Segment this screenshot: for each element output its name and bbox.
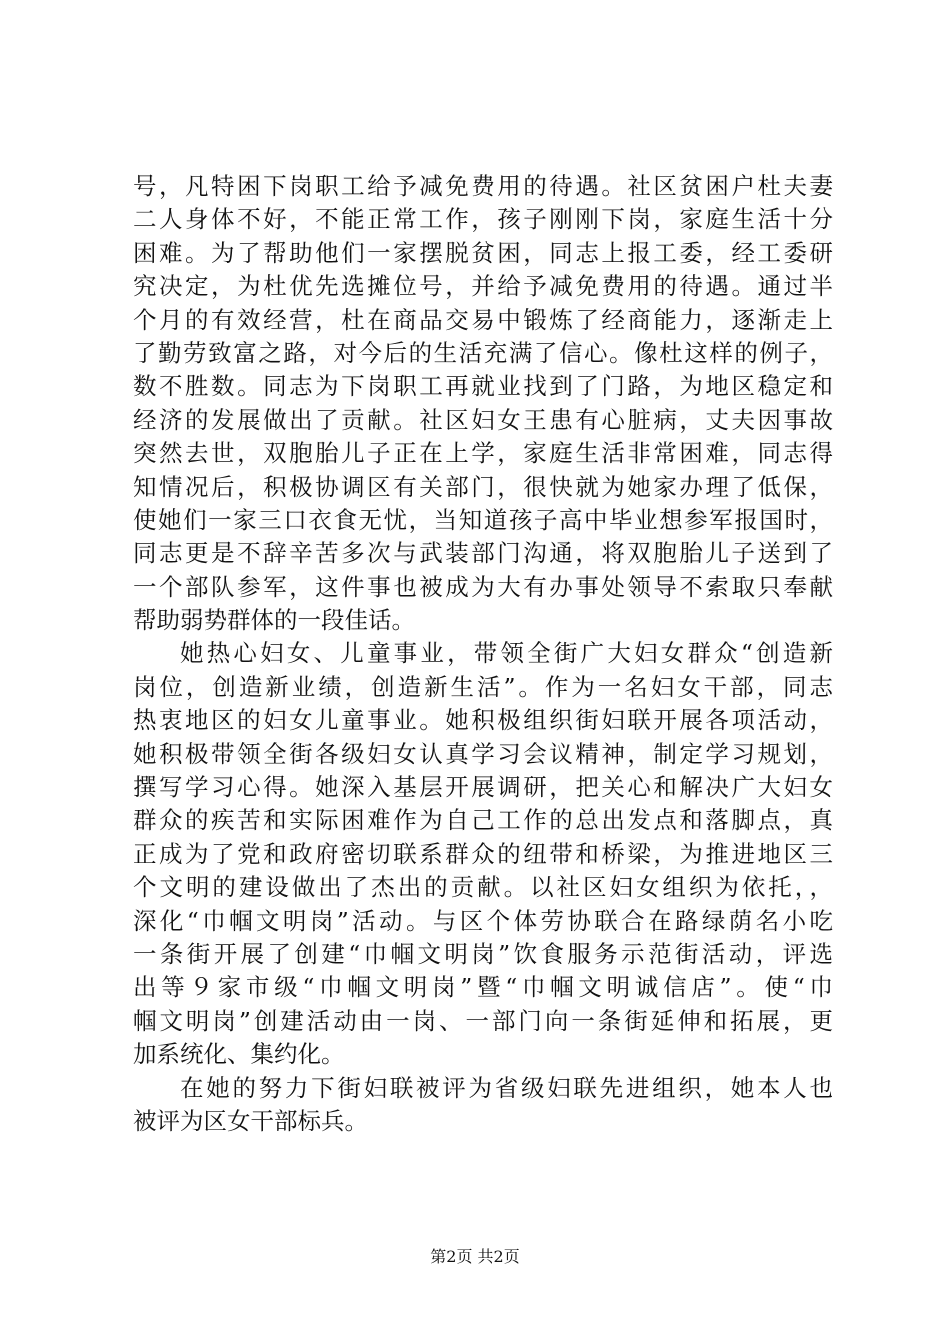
text-line: 正成为了党和政府密切联系群众的纽带和桥梁，为推进地区三: [133, 839, 833, 868]
text-line: 一条街开展了创建“巾帼文明岗”饮食服务示范街活动，评选: [133, 939, 833, 968]
text-line: 岗位，创造新业绩，创造新生活”。作为一名妇女干部，同志: [133, 672, 833, 701]
text-line: 撰写学习心得。她深入基层开展调研，把关心和解决广大妇女: [133, 773, 833, 802]
text-line: 一个部队参军，这件事也被成为大有办事处领导不索取只奉献: [133, 572, 833, 601]
text-line: 突然去世，双胞胎儿子正在上学，家庭生活非常困难，同志得: [133, 439, 833, 468]
paragraph-first-line: 在她的努力下街妇联被评为省级妇联先进组织，她本人也: [180, 1073, 833, 1102]
text-line: 知情况后，积极协调区有关部门，很快就为她家办理了低保，: [133, 472, 833, 501]
text-line: 数不胜数。同志为下岗职工再就业找到了门路，为地区稳定和: [133, 372, 833, 401]
text-line: 深化“巾帼文明岗”活动。与区个体劳协联合在路绿荫名小吃: [133, 906, 833, 935]
text-line: 二人身体不好，不能正常工作，孩子刚刚下岗，家庭生活十分: [133, 205, 833, 234]
text-line: 个月的有效经营，杜在商品交易中锻炼了经商能力，逐渐走上: [133, 305, 833, 334]
paragraph-first-line: 她热心妇女、儿童事业，带领全街广大妇女群众“创造新: [180, 639, 833, 668]
text-line: 她积极带领全街各级妇女认真学习会议精神，制定学习规划，: [133, 739, 833, 768]
text-line: 经济的发展做出了贡献。社区妇女王患有心脏病，丈夫因事故: [133, 405, 833, 434]
document-body: [133, 170, 833, 1138]
text-line: 群众的疾苦和实际困难作为自己工作的总出发点和落脚点，真: [133, 806, 833, 835]
text-line: 了勤劳致富之路，对今后的生活充满了信心。像杜这样的例子，: [133, 338, 833, 367]
page-number-footer: 第2页 共2页: [430, 1247, 520, 1266]
text-line: 同志更是不辞辛苦多次与武装部门沟通，将双胞胎儿子送到了: [133, 539, 833, 568]
text-line: 帮助弱势群体的一段佳话。: [133, 606, 415, 635]
text-line: 号，凡特困下岗职工给予减免费用的待遇。社区贫困户杜夫妻: [133, 172, 833, 200]
text-line: 个文明的建设做出了杰出的贡献。以社区妇女组织为依托，，: [133, 873, 833, 902]
text-line: 究决定，为杜优先选摊位号，并给予减免费用的待遇。通过半: [133, 272, 833, 301]
text-line: 热衷地区的妇女儿童事业。她积极组织街妇联开展各项活动，: [133, 706, 833, 735]
text-line: 被评为区女干部标兵。: [133, 1106, 368, 1135]
text-line: 帼文明岗”创建活动由一岗、一部门向一条街延伸和拓展，更: [133, 1006, 833, 1035]
text-line: 出等９家市级“巾帼文明岗”暨“巾帼文明诚信店”。使“巾: [133, 973, 833, 1002]
text-line: 加系统化、集约化。: [133, 1040, 345, 1069]
text-line: 困难。为了帮助他们一家摆脱贫困，同志上报工委，经工委研: [133, 238, 833, 267]
text-line: 使她们一家三口衣食无忧，当知道孩子高中毕业想参军报国时，: [133, 505, 833, 534]
